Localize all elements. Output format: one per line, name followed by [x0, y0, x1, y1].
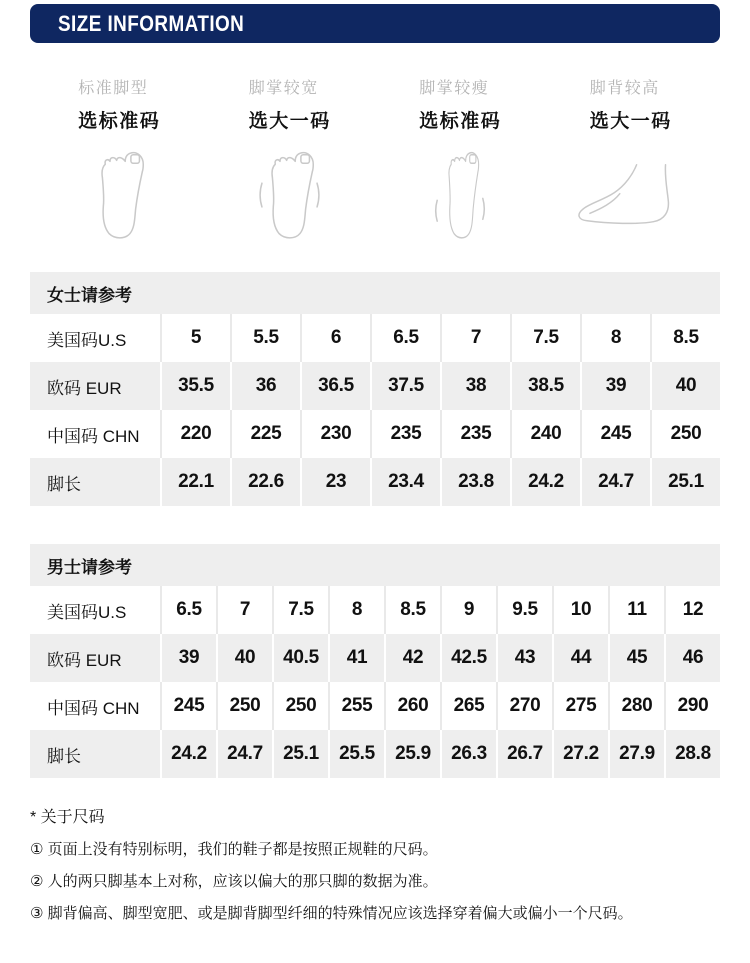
size-cell: 235	[370, 410, 440, 458]
size-cell: 240	[510, 410, 580, 458]
size-cell: 39	[580, 362, 650, 410]
foot-advice-label: 选标准码	[419, 111, 502, 132]
size-cell: 24.7	[216, 730, 272, 778]
size-cell: 245	[160, 682, 216, 730]
size-cell: 225	[230, 410, 300, 458]
foot-advice-label: 选大一码	[589, 111, 672, 132]
note-item: ② 人的两只脚基本上对称，应该以偏大的那只脚的数据为准。	[30, 873, 438, 890]
size-cell: 245	[580, 410, 650, 458]
size-cell: 43	[496, 634, 552, 682]
size-cell: 290	[664, 682, 720, 730]
size-row-label: 脚长	[47, 474, 81, 494]
size-information-header	[30, 4, 720, 43]
size-cell: 12	[664, 586, 720, 634]
notes-title: * 关于尺码	[30, 809, 105, 826]
foot-guide-wide	[205, 75, 376, 244]
size-cell: 9	[440, 586, 496, 634]
size-cell: 40	[216, 634, 272, 682]
size-cell: 38	[440, 362, 510, 410]
size-row-label: 中国码 CHN	[47, 698, 140, 718]
size-cell: 5.5	[230, 314, 300, 362]
foot-guide-labels	[419, 75, 501, 133]
size-cell: 26.7	[496, 730, 552, 778]
size-cell: 220	[160, 410, 230, 458]
size-cell: 24.7	[580, 458, 650, 506]
size-cell: 265	[440, 682, 496, 730]
size-cell: 22.6	[230, 458, 300, 506]
women-table-title: 女士请参考	[30, 272, 720, 314]
size-cell: 8.5	[384, 586, 440, 634]
foot-type-label: 脚掌较宽	[248, 80, 319, 97]
size-cell: 40	[650, 362, 720, 410]
foot-sole-wide-icon	[258, 148, 321, 244]
page-title: SIZE INFORMATION	[58, 10, 245, 36]
size-cell: 260	[384, 682, 440, 730]
men-table-title: 男士请参考	[30, 544, 720, 586]
size-information-page	[0, 4, 750, 923]
size-cell: 44	[552, 634, 608, 682]
table-row-foot-length	[30, 730, 720, 778]
size-row-label: 欧码 EUR	[47, 650, 122, 670]
size-cell: 11	[608, 586, 664, 634]
size-cell: 38.5	[510, 362, 580, 410]
size-cell: 10	[552, 586, 608, 634]
foot-guide-high-instep	[546, 75, 717, 244]
table-row-eur	[30, 362, 720, 410]
foot-guide-standard	[34, 75, 205, 244]
size-cell: 46	[664, 634, 720, 682]
size-cell: 28.8	[664, 730, 720, 778]
size-cell: 24.2	[160, 730, 216, 778]
foot-advice-label: 选标准码	[78, 111, 161, 132]
women-size-table	[30, 272, 720, 506]
table-row-foot-length	[30, 458, 720, 506]
size-cell: 40.5	[272, 634, 328, 682]
size-cell: 39	[160, 634, 216, 682]
size-cell: 5	[160, 314, 230, 362]
size-cell: 8	[328, 586, 384, 634]
table-row-eur	[30, 634, 720, 682]
foot-advice-label: 选大一码	[248, 111, 331, 132]
size-cell: 255	[328, 682, 384, 730]
size-cell: 8	[580, 314, 650, 362]
size-cell: 26.3	[440, 730, 496, 778]
note-item: ③ 脚背偏高、脚型宽肥、或是脚背脚型纤细的特殊情况应该选择穿着偏大或偏小一个尺码。	[30, 905, 633, 922]
size-cell: 22.1	[160, 458, 230, 506]
size-cell: 6.5	[160, 586, 216, 634]
table-row-chn	[30, 410, 720, 458]
size-row-label: 美国码U.S	[47, 602, 127, 622]
size-cell: 275	[552, 682, 608, 730]
foot-type-label: 标准脚型	[78, 80, 149, 97]
size-cell: 280	[608, 682, 664, 730]
size-row-label: 美国码U.S	[47, 330, 127, 350]
size-cell: 42.5	[440, 634, 496, 682]
size-row-label: 欧码 EUR	[47, 378, 122, 398]
size-cell: 7.5	[272, 586, 328, 634]
foot-sole-standard-icon	[91, 148, 148, 244]
size-cell: 250	[272, 682, 328, 730]
size-row-label: 中国码 CHN	[47, 426, 140, 446]
size-cell: 27.9	[608, 730, 664, 778]
note-item: ① 页面上没有特别标明，我们的鞋子都是按照正规鞋的尺码。	[30, 841, 438, 858]
size-cell: 35.5	[160, 362, 230, 410]
size-cell: 6	[300, 314, 370, 362]
foot-guide-labels	[78, 75, 160, 133]
size-cell: 6.5	[370, 314, 440, 362]
size-cell: 27.2	[552, 730, 608, 778]
size-cell: 25.5	[328, 730, 384, 778]
size-cell: 41	[328, 634, 384, 682]
size-cell: 270	[496, 682, 552, 730]
size-cell: 25.9	[384, 730, 440, 778]
foot-guide-labels	[249, 75, 331, 133]
size-cell: 7	[216, 586, 272, 634]
size-cell: 230	[300, 410, 370, 458]
table-row-us	[30, 314, 720, 362]
size-cell: 36.5	[300, 362, 370, 410]
table-row-us	[30, 586, 720, 634]
foot-side-high-instep-icon	[575, 148, 687, 244]
size-cell: 23	[300, 458, 370, 506]
foot-type-guide	[34, 75, 716, 244]
foot-guide-labels	[590, 75, 672, 133]
table-row-chn	[30, 682, 720, 730]
size-cell: 9.5	[496, 586, 552, 634]
size-cell: 24.2	[510, 458, 580, 506]
foot-sole-narrow-icon	[433, 148, 487, 244]
foot-type-label: 脚掌较瘦	[419, 80, 490, 97]
size-cell: 36	[230, 362, 300, 410]
size-cell: 235	[440, 410, 510, 458]
foot-type-label: 脚背较高	[589, 80, 660, 97]
size-cell: 23.4	[370, 458, 440, 506]
size-cell: 25.1	[650, 458, 720, 506]
size-cell: 45	[608, 634, 664, 682]
foot-guide-narrow	[375, 75, 546, 244]
size-cell: 8.5	[650, 314, 720, 362]
size-cell: 250	[650, 410, 720, 458]
size-cell: 250	[216, 682, 272, 730]
size-cell: 37.5	[370, 362, 440, 410]
size-cell: 42	[384, 634, 440, 682]
size-cell: 23.8	[440, 458, 510, 506]
size-cell: 7	[440, 314, 510, 362]
size-cell: 7.5	[510, 314, 580, 362]
size-cell: 25.1	[272, 730, 328, 778]
size-row-label: 脚长	[47, 746, 81, 766]
men-size-table	[30, 544, 720, 778]
size-notes	[30, 804, 720, 923]
